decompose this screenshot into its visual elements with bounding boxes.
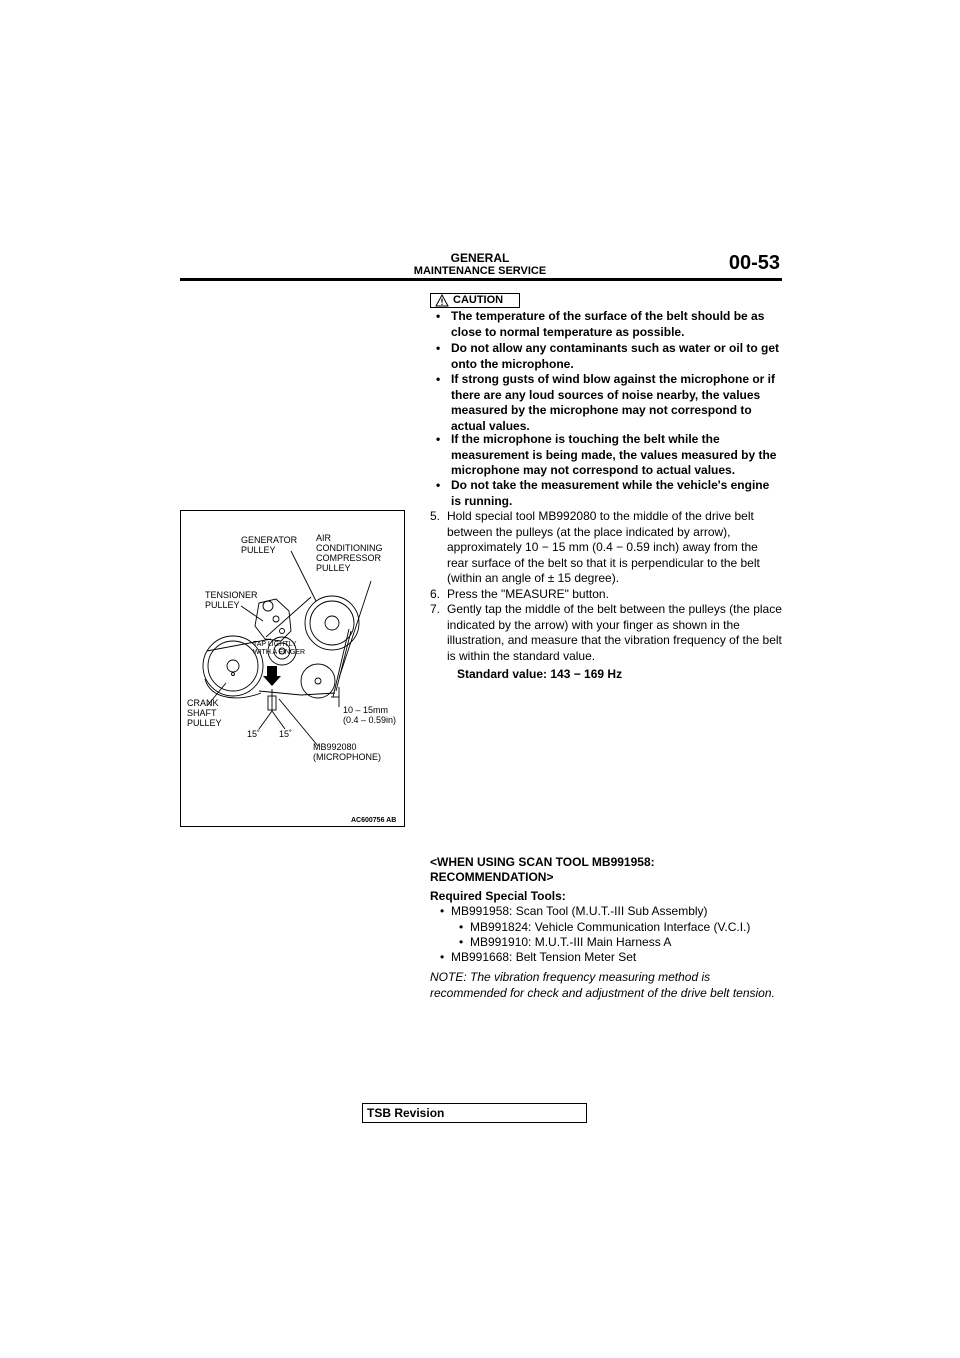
crank-shaft-pulley-label: CRANK SHAFT PULLEY	[187, 698, 222, 728]
caution-badge	[430, 293, 520, 308]
section-title: GENERAL	[450, 251, 510, 265]
page-number: 00-53	[728, 252, 780, 274]
ac-compressor-pulley-label: AIR CONDITIONING COMPRESSOR PULLEY	[316, 533, 383, 573]
tensioner-pulley-label: TENSIONER PULLEY	[205, 590, 258, 610]
generator-pulley-label: GENERATOR PULLEY	[241, 535, 298, 555]
belt-diagram-figure	[180, 510, 405, 827]
distance-label: 10 – 15mm (0.4 – 0.59in)	[343, 705, 397, 725]
angle-left-label: 15˚	[247, 729, 261, 739]
note-text: NOTE: The vibration frequency measuring method is recommended for check and adjustment of the drive belt tension.	[430, 970, 775, 1000]
tsb-revision-box: TSB Revision	[362, 1103, 587, 1123]
microphone-label: MB992080 (MICROPHONE)	[313, 742, 381, 762]
angle-right-label: 15˚	[279, 729, 293, 739]
standard-value: Standard value: 143 − 169 Hz	[457, 667, 623, 681]
header-rule	[180, 278, 782, 281]
warning-triangle-icon	[435, 294, 449, 307]
section-subtitle: MAINTENANCE SERVICE	[413, 265, 547, 277]
caution-label: CAUTION	[453, 294, 504, 306]
figure-code: AC600756 AB	[351, 817, 397, 824]
tap-finger-label: TAP LIGHTLY WITH A FINGER	[253, 641, 306, 656]
required-tools-label: Required Special Tools:	[430, 889, 566, 903]
scan-tool-heading: <WHEN USING SCAN TOOL MB991958: RECOMMENDATION>	[430, 855, 655, 884]
